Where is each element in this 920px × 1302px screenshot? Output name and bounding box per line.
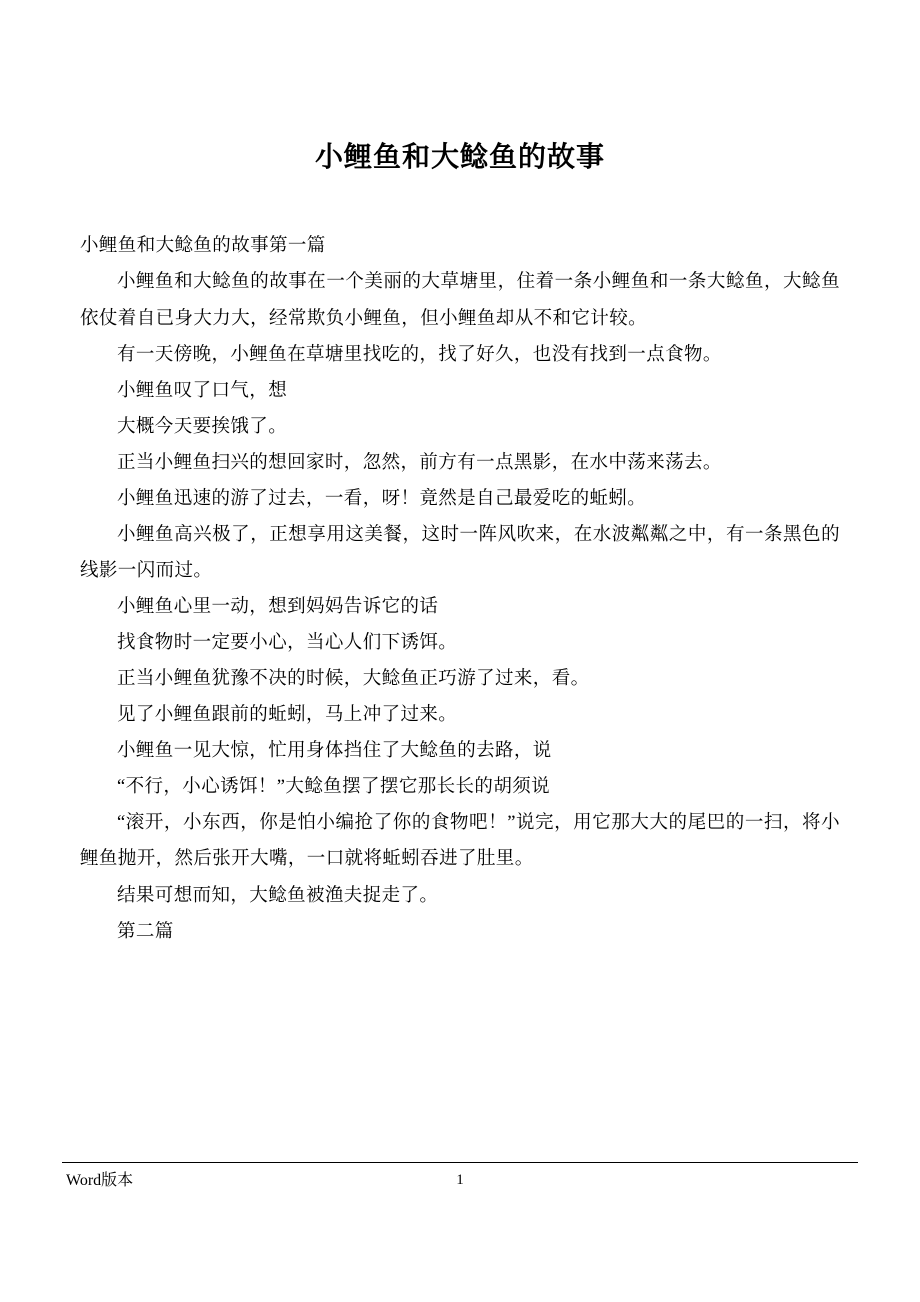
- paragraph-0: 小鲤鱼和大鲶鱼的故事第一篇: [80, 236, 326, 257]
- paragraph-12: 小鲤鱼一见大惊，忙用身体挡住了大鲶鱼的去路，说: [117, 741, 552, 762]
- paragraph-1: 小鲤鱼和大鲶鱼的故事在一个美丽的大草塘里，住着一条小鲤鱼和一条大鲶鱼，大鲶鱼依仗着自已身大力大，经常欺负小鲤鱼，但小鲤鱼却从不和它计较。: [80, 272, 840, 329]
- paragraph-3: 小鲤鱼叹了口气，想: [117, 380, 288, 401]
- paragraph-5: 正当小鲤鱼扫兴的想回家时，忽然，前方有一点黑影，在水中荡来荡去。: [117, 452, 722, 473]
- paragraph-14: “滚开，小东西，你是怕小编抢了你的食物吧！”说完，用它那大大的尾巴的一扫，将小鲤鱼抛开，然后张开大嘴，一口就将蚯蚓吞进了肚里。: [80, 813, 840, 870]
- page-number: 1: [456, 1172, 464, 1188]
- paragraph-6: 小鲤鱼迅速的游了过去，一看，呀！竟然是自己最爱吃的蚯蚓。: [117, 488, 647, 509]
- paragraph-7: 小鲤鱼高兴极了，正想享用这美餐，这时一阵风吹来，在水波粼粼之中，有一条黑色的线影一闪而过。: [80, 524, 840, 581]
- paragraph-11: 见了小鲤鱼跟前的蚯蚓，马上冲了过来。: [117, 705, 458, 726]
- paragraph-8: 小鲤鱼心里一动，想到妈妈告诉它的话: [117, 597, 439, 618]
- paragraph-9: 找食物时一定要小心，当心人们下诱饵。: [117, 633, 458, 654]
- paragraph-16: 第二篇: [117, 921, 174, 942]
- paragraph-13: “不行，小心诱饵！”大鲶鱼摆了摆它那长长的胡须说: [117, 777, 551, 798]
- footer-label: Word版本: [66, 1172, 134, 1189]
- footer-divider: [62, 1162, 858, 1163]
- paragraph-2: 有一天傍晚，小鲤鱼在草塘里找吃的，找了好久，也没有找到一点食物。: [117, 344, 722, 365]
- paragraph-10: 正当小鲤鱼犹豫不决的时候，大鲶鱼正巧游了过来，看。: [117, 669, 590, 690]
- page-footer: [0, 1162, 920, 1202]
- paragraph-15: 结果可想而知，大鲶鱼被渔夫捉走了。: [117, 885, 439, 906]
- document-body: [80, 0, 840, 950]
- page-title: 小鲤鱼和大鲶鱼的故事: [314, 142, 605, 173]
- paragraph-4: 大概今天要挨饿了。: [117, 416, 288, 437]
